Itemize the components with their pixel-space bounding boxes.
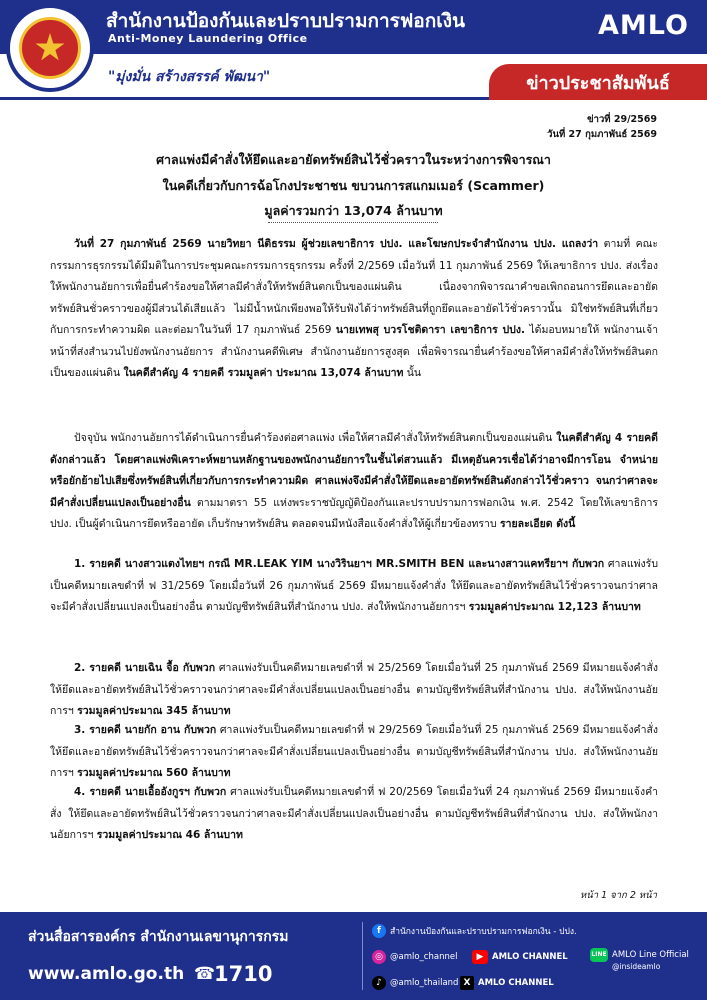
- amlo-wordmark: AMLO: [598, 10, 689, 41]
- amlo-seal-icon: [6, 4, 94, 92]
- facebook-link[interactable]: f สำนักงานป้องกันและปราบปรามการฟอกเงิน - ปปง.: [372, 924, 577, 938]
- title-divider: [268, 222, 438, 223]
- news-date: วันที่ 27 กุมภาพันธ์ 2569: [547, 129, 657, 140]
- case-item: 1. รายคดี นางสาวแตงไทยฯ กรณี MR.LEAK YIM นางวิรินยาฯ MR.SMITH BEN และนางสาวแคทรียาฯ กับพวก ศาลแพ่งรับเป็นคดีหมายเลขดำที่ ฟ 31/2569 โดยเมื่อวันที่ 26 กุมภาพันธ์ 2569 มีหมายแจ้งคำสั่ง ให้ยึดและอายัดทรัพย์สินไว้ชั่วคราวจนกว่าศาลจะมีคำสั่งเปลี่ยนแปลงเป็นอย่างอื่น ตามบัญชีทรัพย์สินที่สำนักงาน ปปง. ส่งให้พนักงานอัยการฯ รวมมูลค่าประมาณ 12,123 ล้านบาท: [50, 558, 658, 613]
- press-release-tag: ข่าวประชาสัมพันธ์: [489, 64, 707, 100]
- footer-divider: [362, 922, 363, 990]
- case-item: 4. รายคดี นายเอื้ออังกูรฯ กับพวก ศาลแพ่งรับเป็นคดีหมายเลขดำที่ ฟ 20/2569 โดยเมื่อวันที่ 24 กุมภาพันธ์ 2569 มีหมายแจ้งคำสั่ง ให้ยึดและอายัดทรัพย์สินไว้ชั่วคราวจนกว่าศาลจะมีคำสั่งเปลี่ยนแปลงเป็นอย่างอื่น ตามบัญชีทรัพย์สินที่สำนักงาน ปปง. ส่งให้พนักงานอัยการฯ รวมมูลค่าประมาณ 46 ล้านบาท: [50, 786, 659, 841]
- line-icon: LINE: [590, 948, 608, 962]
- page-header: [0, 0, 707, 100]
- line-link[interactable]: LINE AMLO Line Official: [591, 950, 689, 960]
- org-name-thai: สำนักงานป้องกันและปราบปรามการฟอกเงิน: [106, 10, 465, 32]
- news-number: ข่าวที่ 29/2569: [587, 114, 657, 125]
- case-item: 3. รายคดี นายกัก อาน กับพวก ศาลแพ่งรับเป็นคดีหมายเลขดำที่ ฟ 29/2569 โดยเมื่อวันที่ 25 กุมภาพันธ์ 2569 มีหมายแจ้งคำสั่ง ให้ยึดและอายัดทรัพย์สินไว้ชั่วคราวจนกว่าศาลจะมีคำสั่งเปลี่ยนแปลงเป็นอย่างอื่น ตามบัญชีทรัพย์สินที่สำนักงาน ปปง. ส่งให้พนักงานอัยการฯ รวมมูลค่าประมาณ 560 ล้านบาท: [50, 724, 658, 779]
- intro-lead: วันที่ 27 กุมภาพันธ์ 2569 นายวิทยา นีติธรรม ผู้ช่วยเลขาธิการ ปปง. และโฆษกประจำสำนักงาน ปปง. แถลงว่า: [74, 238, 599, 250]
- line-id: @insideamlo: [612, 962, 661, 971]
- headline-line-1: ศาลแพ่งมีคำสั่งให้ยึดและอายัดทรัพย์สินไว้ชั่วคราวในระหว่างการพิจารณา: [156, 152, 551, 167]
- youtube-icon: ▶: [472, 950, 488, 964]
- x-icon: X: [460, 976, 474, 990]
- headline-line-2: ในคดีเกี่ยวกับการฉ้อโกงประชาชน ขบวนการสแกมเมอร์ (Scammer): [162, 178, 545, 193]
- website-link[interactable]: www.amlo.go.th: [28, 964, 185, 984]
- media-division: ส่วนสื่อสารองค์กร สำนักงานเลขานุการกรม: [28, 929, 289, 945]
- paragraph-intro: วันที่ 27 กุมภาพันธ์ 2569 นายวิทยา นีติธรรม ผู้ช่วยเลขาธิการ ปปง. และโฆษกประจำสำนักงาน ปปง. แถลงว่า ตามที่ คณะกรรมการธุรกรรมได้มีมติในการประชุมคณะกรรมการธุรกรรม ครั้งที่ 2/2569 เมื่อวันที่ 11 กุมภาพันธ์ 2569 ให้เลขาธิการ ปปง. ส่งเรื่องให้พนักงานอัยการเพื่อยื่นคำร้องขอให้ศาลมีคำสั่งให้ทรัพย์สินตกเป็นของแผ่นดิน เนื่องจากพิจารณาคำขอเพิกถอนการยึดและอายัดทรัพย์สินชั่วคราวของผู้มีส่วนได้เสียแล้ว ไม่มีน้ำหนักเพียงพอให้รับฟังได้ว่าทรัพย์สินที่ถูกยึดและอายัดไว้ชั่วคราวนั้น มิใช่ทรัพย์สินที่เกี่ยวกับการกระทำความผิด และต่อมาในวันที่ 17 กุมภาพันธ์ 2569 นายเทพสุ บวรโชติดารา เลขาธิการ ปปง. ได้มอบหมายให้ พนักงานเจ้าหน้าที่ส่งสำนวนไปยังพนักงานอัยการ สำนักงานคดีพิเศษ สำนักงานอัยการสูงสุด เพื่อพิจารณายื่นคำร้องขอให้ศาลมีคำสั่งให้ทรัพย์สินตกเป็นของแผ่นดิน ในคดีสำคัญ 4 รายคดี รวมมูลค่า ประมาณ 13,074 ล้านบาท นั้น: [50, 238, 659, 379]
- page-footer: [0, 912, 707, 1000]
- facebook-icon: f: [372, 924, 386, 938]
- youtube-link[interactable]: ▶ AMLO CHANNEL: [472, 950, 568, 964]
- paragraph-court-order: ปัจจุบัน พนักงานอัยการได้ดำเนินการยื่นคำร้องต่อศาลแพ่ง เพื่อให้ศาลมีคำสั่งให้ทรัพย์สินตกเป็นของแผ่นดิน ในคดีสำคัญ 4 รายคดีดังกล่าวแล้ว โดยศาลแพ่งพิเคราะห์พยานหลักฐานของพนักงานอัยการในชั้นไต่สวนแล้ว มีเหตุอันควรเชื่อได้ว่าอาจมีการโอน จำหน่าย หรือยักย้ายไปเสียซึ่งทรัพย์สินที่เกี่ยวกับการกระทำความผิด ศาลแพ่งจึงมีคำสั่งให้ยึดและอายัดทรัพย์สินดังกล่าวไว้ชั่วคราว จนกว่าศาลจะมีคำสั่งเปลี่ยนแปลงเป็นอย่างอื่น ตามมาตรา 55 แห่งพระราชบัญญัติป้องกันและปราบปรามการฟอกเงิน พ.ศ. 2542 โดยให้เลขาธิการ ปปง. เป็นผู้ดำเนินการยึดหรืออายัด เก็บรักษาทรัพย์สิน ตลอดจนมีหนังสือแจ้งคำสั่งให้ผู้เกี่ยวข้องทราบ รายละเอียด ดังนี้: [50, 432, 658, 530]
- tiktok-link[interactable]: ♪ @amlo_thailand: [372, 976, 458, 990]
- case-item: 2. รายคดี นายเฉิน จื้อ กับพวก ศาลแพ่งรับเป็นคดีหมายเลขดำที่ ฟ 25/2569 โดยเมื่อวันที่ 25 กุมภาพันธ์ 2569 มีหมายแจ้งคำสั่ง ให้ยึดและอายัดทรัพย์สินไว้ชั่วคราวจนกว่าศาลจะมีคำสั่งเปลี่ยนแปลงเป็นอย่างอื่น ตามบัญชีทรัพย์สินที่สำนักงาน ปปง. ส่งให้พนักงานอัยการฯ รวมมูลค่าประมาณ 345 ล้านบาท: [50, 662, 658, 717]
- slogan: "มุ่งมั่น สร้างสรรค์ พัฒนา": [108, 69, 271, 85]
- tiktok-icon: ♪: [372, 976, 386, 990]
- org-name-english: Anti-Money Laundering Office: [108, 32, 308, 45]
- hotline-number[interactable]: 1710: [214, 962, 273, 986]
- headline-line-3: มูลค่ารวมกว่า 13,074 ล้านบาท: [264, 203, 443, 218]
- instagram-link[interactable]: ◎ @amlo_channel: [372, 950, 457, 964]
- x-link[interactable]: X AMLO CHANNEL: [460, 976, 554, 990]
- phone-icon: ☎: [194, 964, 216, 984]
- instagram-icon: ◎: [372, 950, 386, 964]
- page-number: หน้า 1 จาก 2 หน้า: [579, 890, 657, 901]
